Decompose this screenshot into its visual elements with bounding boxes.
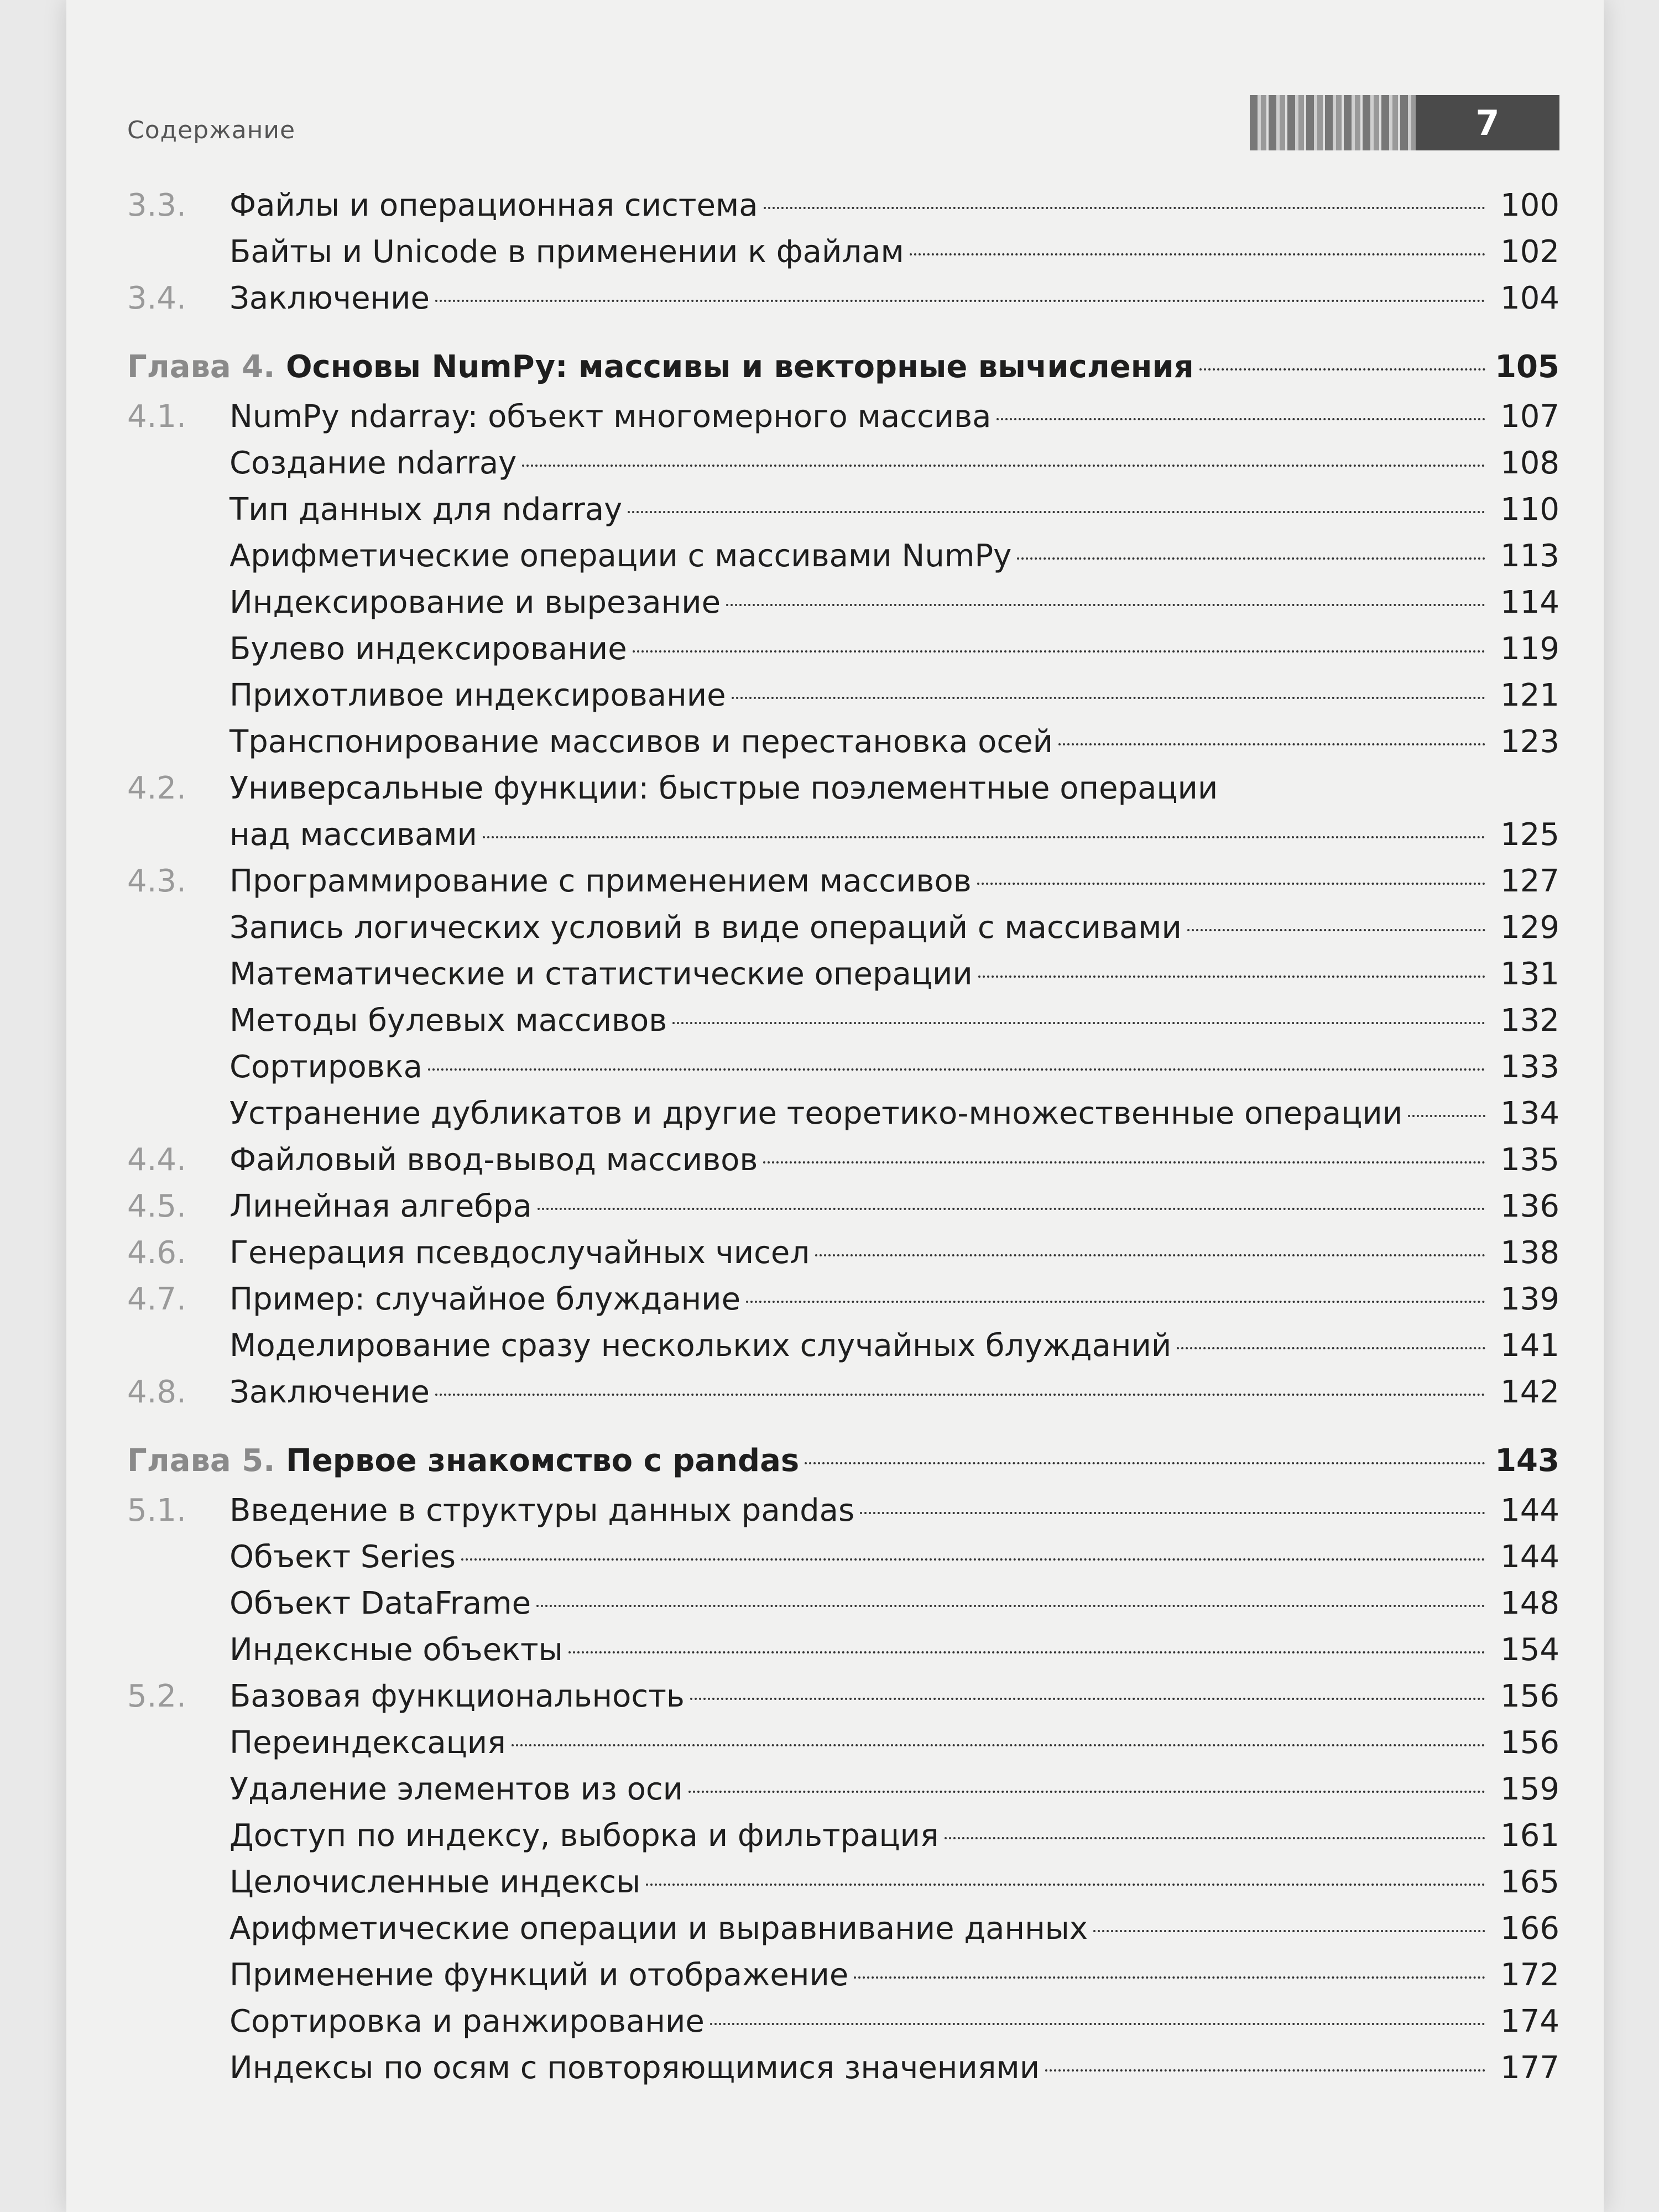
toc-entry-title: Математические и статистические операции [229,956,973,992]
toc-entry-row[interactable] [127,1369,1559,1416]
toc-entry-title: Линейная алгебра [229,1188,532,1224]
book-page [66,0,1604,2212]
toc-entry-row[interactable] [127,998,1559,1044]
toc-entry-title: Тип данных для ndarray [229,492,623,528]
toc-section-number: 3.3. [127,187,186,223]
toc-leader [461,1558,1485,1561]
toc-entry-row[interactable] [127,1230,1559,1276]
toc-page-number: 119 [1500,631,1559,667]
toc-page-number: 113 [1500,538,1559,574]
toc-entry-row[interactable] [127,858,1559,905]
toc-entry-title: Сортировка и ранжирование [229,2004,705,2039]
toc-page-number: 107 [1500,399,1559,435]
toc-page-number: 144 [1500,1493,1559,1528]
toc-entry-title: Целочисленные индексы [229,1864,641,1900]
toc-chapter-row[interactable] [127,1438,1559,1484]
toc-entry-row[interactable] [127,1044,1559,1091]
toc-entry-row[interactable] [127,1673,1559,1720]
toc-chapter-title [127,344,1194,390]
toc-entry-title: Переиндексация [229,1725,506,1761]
toc-chapter-text: Первое знакомство с pandas [285,1443,800,1479]
toc-page-number: 172 [1500,1957,1559,1993]
toc-entry-title: Файлы и операционная система [229,187,758,223]
toc-leader [512,1744,1485,1746]
toc-entry-row[interactable] [127,1534,1559,1580]
toc-chapter-title [127,1438,799,1484]
toc-page-number: 161 [1500,1818,1559,1854]
toc-leader [633,650,1485,653]
toc-leader [538,1208,1485,1210]
toc-entry-title: Пример: случайное блуждание [229,1281,741,1317]
toc-entry-row[interactable] [127,1580,1559,1627]
toc-entry-row[interactable] [127,1999,1559,2045]
toc-leader [1187,929,1485,931]
toc-entry-title: Универсальные функции: быстрые поэлементные операции [229,770,1218,806]
toc-page-number: 110 [1500,492,1559,528]
toc-leader [746,1301,1485,1303]
toc-entry-row[interactable] [127,487,1559,533]
toc-entry-row[interactable] [127,1627,1559,1673]
toc-entry-row[interactable] [127,275,1559,322]
toc-leader [977,883,1485,885]
toc-entry-row[interactable] [127,1323,1559,1369]
toc-leader [1093,1930,1485,1932]
toc-page-number: 143 [1495,1443,1559,1479]
toc-entry-title: Сортировка [229,1049,422,1085]
toc-entry-row[interactable] [127,672,1559,719]
toc-section-number: 4.6. [127,1235,186,1271]
toc-entry-title: Индексирование и вырезание [229,585,721,620]
toc-entry-row[interactable] [127,229,1559,275]
toc-entry-row[interactable] [127,1183,1559,1230]
toc-section-number: 4.4. [127,1142,186,1178]
table-of-contents [127,182,1559,2091]
toc-page-number: 134 [1500,1095,1559,1131]
toc-section-number: 4.1. [127,399,186,435]
toc-entry-row[interactable] [127,182,1559,229]
toc-entry-row[interactable] [127,533,1559,580]
toc-entry-row[interactable] [127,1488,1559,1534]
toc-entry-row[interactable] [127,1952,1559,1999]
toc-entry-row[interactable] [127,1766,1559,1813]
toc-entry-title: Арифметические операции и выравнивание данных [229,1911,1088,1947]
toc-page-number: 125 [1500,817,1559,853]
toc-page-number: 142 [1500,1374,1559,1410]
toc-entry-title: Заключение [229,1374,430,1410]
toc-entry-continuation[interactable] [127,812,1559,858]
toc-entry-row[interactable] [127,719,1559,765]
toc-page-number: 144 [1500,1539,1559,1575]
toc-entry-title: Файловый ввод-вывод массивов [229,1142,758,1178]
toc-page-number: 114 [1500,585,1559,620]
toc-leader [860,1512,1485,1514]
toc-entry-row[interactable] [127,905,1559,951]
toc-entry-title: Заключение [229,280,430,316]
toc-chapter-row[interactable] [127,344,1559,390]
toc-entry-title: Введение в структуры данных pandas [229,1493,855,1528]
toc-leader [522,465,1485,467]
toc-page-number: 159 [1500,1771,1559,1807]
toc-entry-title: Базовая функциональность [229,1678,685,1714]
chapter-gap [127,322,1559,344]
page-number: 7 [1416,95,1559,150]
toc-page-number: 132 [1500,1003,1559,1039]
toc-entry-row[interactable] [127,1720,1559,1766]
toc-leader [646,1884,1485,1886]
toc-leader [690,1698,1485,1700]
toc-page-number: 148 [1500,1585,1559,1621]
toc-section-number: 3.4. [127,280,186,316]
toc-page-number: 123 [1500,724,1559,760]
toc-entry-title-cont: над массивами [229,817,477,853]
toc-leader [805,1462,1485,1464]
toc-page-number: 108 [1500,445,1559,481]
toc-page-number: 121 [1500,677,1559,713]
toc-leader [1017,557,1485,560]
toc-page-number: 102 [1500,234,1559,270]
toc-leader [428,1068,1485,1071]
toc-leader [978,975,1485,978]
toc-page-number: 131 [1500,956,1559,992]
toc-leader [726,604,1485,606]
toc-leader [763,1161,1485,1164]
toc-leader [672,1022,1485,1024]
toc-leader [435,1394,1485,1396]
toc-leader [483,836,1485,838]
toc-leader [1058,743,1485,745]
toc-page-number: 133 [1500,1049,1559,1085]
toc-entry-row[interactable] [127,765,1559,812]
toc-leader [732,697,1485,699]
toc-leader [1177,1347,1485,1349]
toc-leader [1045,2069,1485,2072]
toc-section-number: 5.1. [127,1493,186,1528]
toc-entry-row[interactable] [127,440,1559,487]
toc-section-number: 4.5. [127,1188,186,1224]
toc-section-number: 4.3. [127,863,186,899]
toc-leader [815,1254,1485,1256]
toc-entry-title: Транспонирование массивов и перестановка осей [229,724,1053,760]
toc-entry-title: Булево индексирование [229,631,627,667]
toc-page-number: 156 [1500,1725,1559,1761]
running-head: Содержание [127,116,296,144]
toc-leader [997,418,1485,420]
toc-entry-title: Методы булевых массивов [229,1003,667,1039]
toc-page-number: 141 [1500,1328,1559,1364]
toc-leader [910,253,1485,255]
toc-section-number: 4.7. [127,1281,186,1317]
toc-page-number: 166 [1500,1911,1559,1947]
toc-entry-title: Объект Series [229,1539,456,1575]
toc-chapter-label: Глава 5. [127,1443,275,1479]
toc-page-number: 139 [1500,1281,1559,1317]
toc-leader [568,1651,1485,1653]
toc-entry-row[interactable] [127,1137,1559,1183]
toc-page-number: 156 [1500,1678,1559,1714]
toc-page-number: 154 [1500,1632,1559,1668]
toc-entry-row[interactable] [127,1813,1559,1859]
toc-entry-title: Удаление элементов из оси [229,1771,684,1807]
toc-entry-title: Создание ndarray [229,445,517,481]
toc-entry-title: Байты и Unicode в применении к файлам [229,234,904,270]
toc-section-number: 4.8. [127,1374,186,1410]
toc-entry-row[interactable] [127,2045,1559,2091]
toc-entry-title: Индексные объекты [229,1632,563,1668]
toc-leader [945,1837,1485,1839]
toc-page-number: 127 [1500,863,1559,899]
page-number-block [1250,95,1559,150]
toc-entry-title: Генерация псевдослучайных чисел [229,1235,810,1271]
toc-leader [435,300,1485,302]
toc-page-number: 100 [1500,187,1559,223]
toc-page-number: 135 [1500,1142,1559,1178]
toc-entry-row[interactable] [127,951,1559,998]
toc-section-number: 4.2. [127,770,186,806]
toc-leader [1199,368,1485,371]
toc-leader [688,1791,1485,1793]
toc-page-number: 177 [1500,2050,1559,2086]
toc-entry-row[interactable] [127,1859,1559,1906]
toc-entry-title: Устранение дубликатов и другие теоретико-множественные операции [229,1095,1403,1131]
toc-page-number: 138 [1500,1235,1559,1271]
toc-page-number: 174 [1500,2004,1559,2039]
toc-leader [764,207,1485,209]
toc-page-number: 165 [1500,1864,1559,1900]
toc-entry-row[interactable] [127,1906,1559,1952]
toc-entry-title: Арифметические операции с массивами NumPy [229,538,1012,574]
toc-section-number: 5.2. [127,1678,186,1714]
toc-leader [854,1976,1485,1979]
toc-entry-title: Моделирование сразу нескольких случайных блужданий [229,1328,1172,1364]
toc-entry-row[interactable] [127,626,1559,672]
page-number-gradient-strip [1250,95,1416,150]
toc-entry-title: Запись логических условий в виде операций с массивами [229,910,1182,946]
toc-page-number: 136 [1500,1188,1559,1224]
toc-entry-row[interactable] [127,394,1559,440]
toc-entry-title: NumPy ndarray: объект многомерного массива [229,399,992,435]
toc-page-number: 104 [1500,280,1559,316]
toc-entry-title: Индексы по осям с повторяющимися значениями [229,2050,1040,2086]
toc-entry-title: Доступ по индексу, выборка и фильтрация [229,1818,939,1854]
toc-leader [536,1605,1485,1607]
toc-page-number: 129 [1500,910,1559,946]
toc-entry-row[interactable] [127,1091,1559,1137]
toc-chapter-text: Основы NumPy: массивы и векторные вычисления [285,349,1194,385]
toc-entry-row[interactable] [127,580,1559,626]
toc-entry-title: Объект DataFrame [229,1585,531,1621]
toc-chapter-label: Глава 4. [127,349,275,385]
toc-leader [628,511,1485,513]
chapter-gap [127,1416,1559,1438]
toc-entry-title: Программирование с применением массивов [229,863,972,899]
toc-entry-row[interactable] [127,1276,1559,1323]
toc-page-number: 105 [1495,349,1559,385]
toc-leader [1408,1115,1485,1117]
toc-entry-title: Прихотливое индексирование [229,677,726,713]
toc-leader [710,2023,1485,2025]
toc-entry-title: Применение функций и отображение [229,1957,849,1993]
